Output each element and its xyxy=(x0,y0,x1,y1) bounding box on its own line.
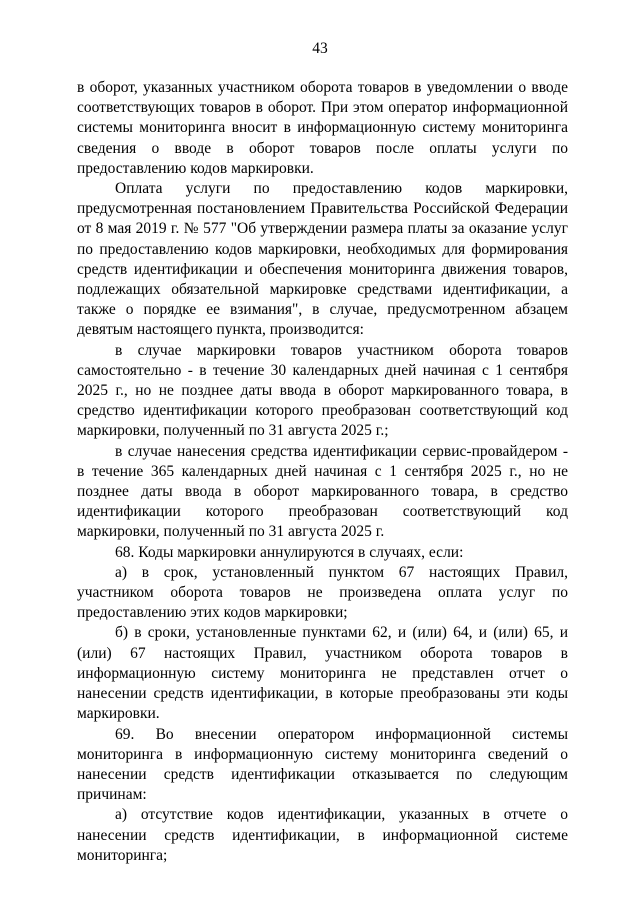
paragraph-69: 69. Во внесении оператором информационной системы мониторинга в информационную систему мониторинга сведений о нанесении средств идентификации отказывается по следующим причинам: xyxy=(77,725,568,804)
paragraph-68: 68. Коды маркировки аннулируются в случаях, если: xyxy=(115,543,464,561)
paragraph-self-marking: в случае маркировки товаров участником оборота товаров самостоятельно - в течение 30 календарных дней начиная с 1 сентября 2025 г., но не позднее даты ввода в оборот маркированного товара, в средство идентификации которого преобразован соответствующий код маркировки, полученный по 31 августа 2025 г.; xyxy=(77,341,568,440)
paragraph-68-b: б) в сроки, установленные пунктами 62, и (или) 64, и (или) 65, и (или) 67 настоящих Правил, участником оборота товаров в информационную систему мониторинга не представлен отчет о нанесении средств идентификации, в которые преобразованы эти коды маркировки. xyxy=(77,624,568,723)
paragraph-69-a: а) отсутствие кодов идентификации, указанных в отчете о нанесении средств идентификации, в информационной системе мониторинга; xyxy=(77,806,568,864)
document-body xyxy=(77,78,568,866)
paragraph-68-a: а) в срок, установленный пунктом 67 настоящих Правил, участником оборота товаров не произведена оплата услуг по предоставлению этих кодов маркировки; xyxy=(77,563,568,622)
page-number: 43 xyxy=(312,40,328,57)
paragraph-service-provider: в случае нанесения средства идентификации сервис-провайдером - в течение 365 календарных дней начиная с 1 сентября 2025 г., но не позднее даты ввода в оборот маркированного товара, в средство идентификации которого преобразован соответствующий код маркировки, полученный по 31 августа 2025 г. xyxy=(77,442,568,541)
paragraph-continuation: в оборот, указанных участником оборота товаров в уведомлении о вводе соответствующих товаров в оборот. При этом оператор информационной системы мониторинга вносит в информационную систему мониторинга сведения о вводе в оборот товаров после оплаты услуги по предоставлению кодов маркировки. xyxy=(77,79,568,177)
paragraph-payment: Оплата услуги по предоставлению кодов маркировки, предусмотренная постановлением Правительства Российской Федерации от 8 мая 2019 г. № 577 "Об утверждении размера платы за оказание услуг по предоставлению кодов маркировки, необходимых для формирования средств идентификации и обеспечения мониторинга движения товаров, подлежащих обязательной маркировке средствами идентификации, а также о порядке ее взимания", в случае, предусмотренном абзацем девятым настоящего пункта, производится: xyxy=(77,180,568,339)
